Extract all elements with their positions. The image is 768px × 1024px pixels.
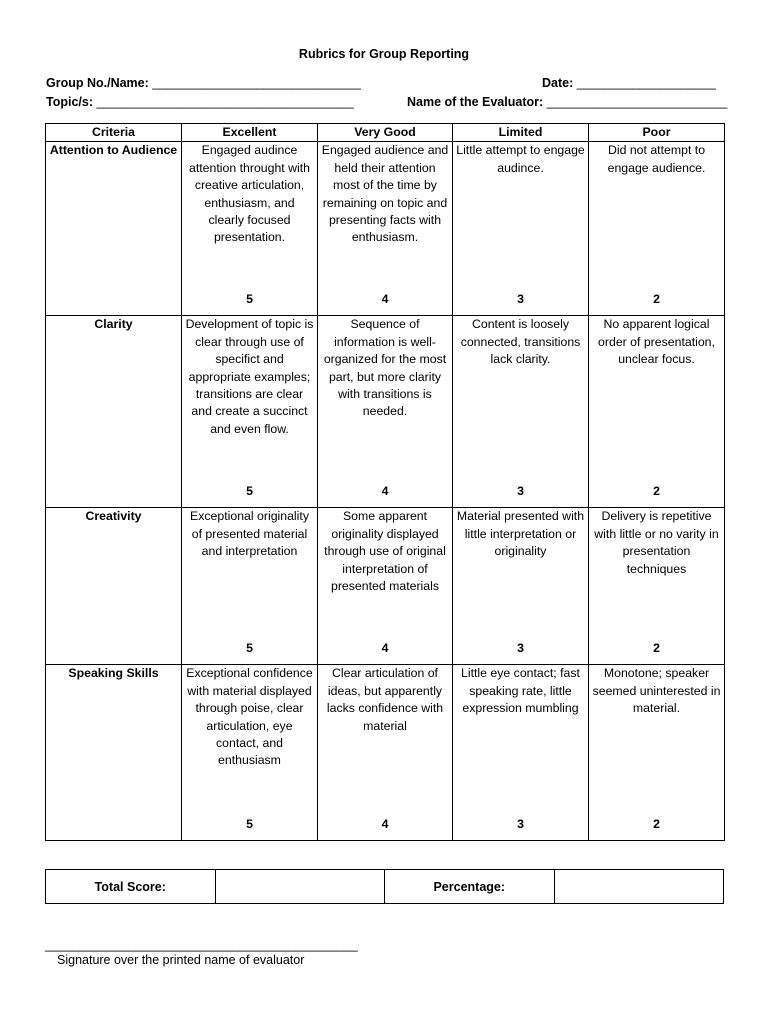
- rubric-cell-excellent: [182, 508, 318, 665]
- column-header-limited: Limited: [453, 124, 589, 142]
- rubric-cell-poor: [589, 665, 725, 841]
- rubric-row-creativity: [46, 508, 725, 665]
- cell-description: Monotone; speaker seemed uninterested in material.: [592, 666, 721, 716]
- rubric-cell-limited: [453, 142, 589, 316]
- evaluator-field: [407, 95, 727, 109]
- cell-description: Material presented with little interpretation or originality: [456, 509, 585, 559]
- group-field: [46, 76, 361, 90]
- cell-score: 5: [246, 292, 253, 306]
- group-blank-line: ______________________________: [152, 76, 361, 90]
- rubric-row-attention-to-audience: [46, 142, 725, 316]
- rubric-cell-excellent: [182, 665, 318, 841]
- total-score-label: Total Score:: [46, 870, 216, 904]
- rubric-cell-very-good: [318, 316, 453, 508]
- rubric-cell-limited: [453, 316, 589, 508]
- cell-description: Exceptional confidence with material displayed through poise, clear articulation, eye contact, and enthusiasm: [186, 666, 313, 768]
- cell-score: 4: [381, 641, 389, 655]
- cell-description: Sequence of information is well-organized for the most part, but more clarity with transitions is needed.: [323, 317, 447, 419]
- cell-score: 2: [653, 641, 660, 655]
- cell-score: 5: [246, 817, 253, 831]
- rubric-header-row: [46, 124, 725, 142]
- date-blank-line: ____________________: [576, 76, 716, 90]
- topic-label: Topic/s:: [46, 95, 97, 109]
- rubric-table: [45, 123, 725, 841]
- criterion-label: Attention to Audience: [46, 142, 182, 316]
- rubric-cell-very-good: [318, 142, 453, 316]
- rubric-cell-very-good: [318, 508, 453, 665]
- percentage-label: Percentage:: [385, 870, 555, 904]
- cell-score: 3: [517, 484, 524, 498]
- totals-row: [46, 870, 724, 904]
- criterion-label: Speaking Skills: [46, 665, 182, 841]
- evaluator-blank-line: __________________________: [546, 95, 728, 109]
- cell-description: Did not attempt to engage audience.: [607, 143, 706, 175]
- rubric-cell-excellent: [182, 142, 318, 316]
- cell-score: 4: [381, 484, 389, 498]
- document-title: Rubrics for Group Reporting: [298, 47, 470, 61]
- column-header-very-good: Very Good: [318, 124, 453, 142]
- rubric-row-speaking-skills: [46, 665, 725, 841]
- total-score-field[interactable]: [215, 870, 385, 904]
- cell-score: 3: [517, 641, 524, 655]
- signature-line: _____________________________________________: [45, 938, 358, 952]
- rubric-cell-very-good: [318, 665, 453, 841]
- date-field: [542, 76, 716, 90]
- rubric-cell-excellent: [182, 316, 318, 508]
- criterion-label: Creativity: [46, 508, 182, 665]
- cell-score: 2: [653, 292, 660, 306]
- cell-description: Development of topic is clear through use of specifict and appropriate examples; transitions are clear and create a succinct and even flow.: [185, 317, 314, 436]
- cell-description: Some apparent originality displayed through use of original interpretation of presented materials: [324, 509, 446, 594]
- date-label: Date:: [542, 76, 577, 90]
- cell-score: 4: [381, 292, 389, 306]
- cell-score: 2: [653, 484, 660, 498]
- cell-description: No apparent logical order of presentation, unclear focus.: [598, 317, 715, 367]
- rubric-cell-poor: [589, 142, 725, 316]
- cell-score: 3: [517, 817, 524, 831]
- cell-description: Exceptional originality of presented material and interpretation: [190, 509, 309, 559]
- cell-description: Engaged audience and held their attention most of the time by remaining on topic and presenting facts with enthusiasm.: [321, 143, 449, 245]
- rubric-row-clarity: [46, 316, 725, 508]
- cell-score: 5: [246, 484, 253, 498]
- percentage-field[interactable]: [554, 870, 724, 904]
- cell-description: Content is loosely connected, transitions lack clarity.: [460, 317, 581, 367]
- signature-label: Signature over the printed name of evaluator: [57, 953, 305, 967]
- rubric-cell-limited: [453, 508, 589, 665]
- cell-description: Little eye contact; fast speaking rate, little expression mumbling: [461, 666, 580, 716]
- group-label: Group No./Name:: [46, 76, 153, 90]
- cell-score: 5: [246, 641, 253, 655]
- cell-score: 2: [653, 817, 660, 831]
- cell-score: 4: [381, 817, 389, 831]
- topic-field: [46, 95, 354, 109]
- cell-description: Clear articulation of ideas, but apparently lacks confidence with material: [326, 666, 444, 733]
- rubric-cell-limited: [453, 665, 589, 841]
- cell-description: Delivery is repetitive with little or no varity in presentation techniques: [594, 509, 719, 576]
- rubric-cell-poor: [589, 508, 725, 665]
- cell-description: Engaged audince attention throught with creative articulation, enthusiasm, and clearly focused presentation.: [189, 143, 310, 245]
- topic-blank-line: _____________________________________: [96, 95, 354, 109]
- totals-table: [45, 869, 724, 904]
- column-header-poor: Poor: [589, 124, 725, 142]
- column-header-criteria: Criteria: [46, 124, 182, 142]
- column-header-excellent: Excellent: [182, 124, 318, 142]
- evaluator-label: Name of the Evaluator:: [407, 95, 547, 109]
- rubric-cell-poor: [589, 316, 725, 508]
- criterion-label: Clarity: [46, 316, 182, 508]
- cell-score: 3: [517, 292, 524, 306]
- cell-description: Little attempt to engage audince.: [456, 143, 585, 175]
